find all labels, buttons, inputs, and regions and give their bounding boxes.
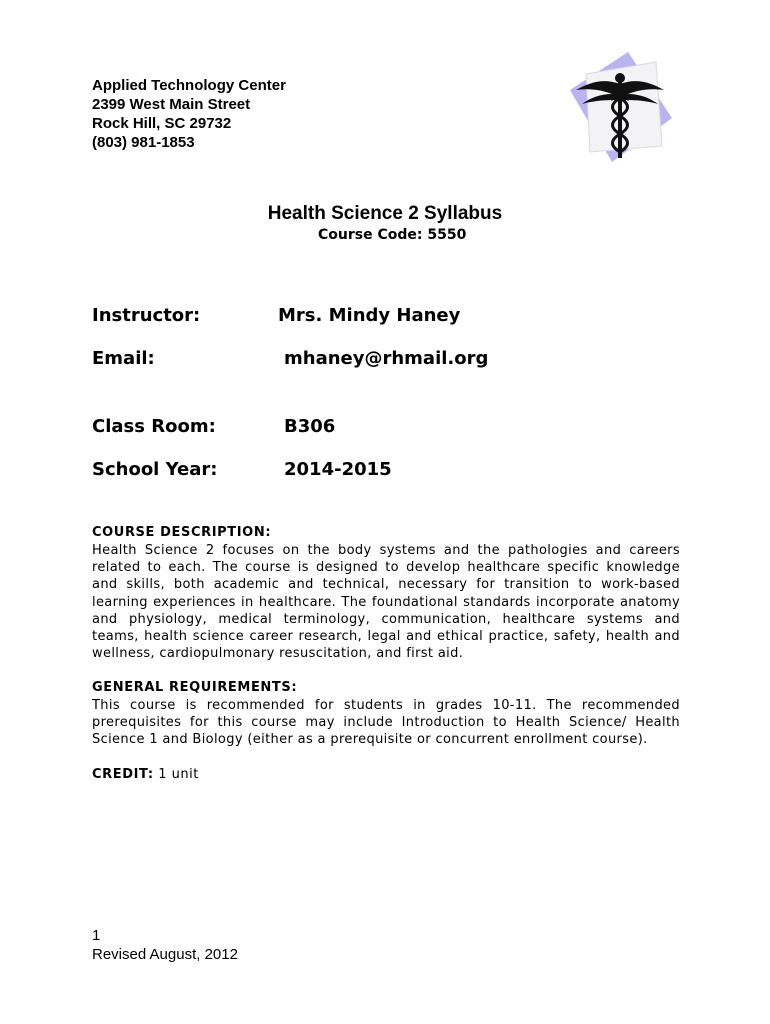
address-line-city: Rock Hill, SC 29732: [92, 115, 232, 132]
credit-line: [92, 767, 199, 782]
school-year-label: School Year:: [92, 459, 218, 480]
instructor-label: Instructor:: [92, 305, 201, 326]
revised-date: Revised August, 2012: [92, 946, 238, 963]
course-description-heading: COURSE DESCRIPTION:: [92, 525, 272, 540]
email-label: Email:: [92, 348, 155, 369]
course-code: Course Code: 5550: [318, 227, 467, 243]
address-line-street: 2399 West Main Street: [92, 96, 251, 113]
page-footer: [92, 926, 238, 964]
instructor-value: Mrs. Mindy Haney: [278, 305, 461, 326]
course-description-text: Health Science 2 focuses on the body systems and the pathologies and careers related to each. The course is designed to develop healthcare specific knowledge and skills, both academic and technical, necessary for transition to work-based learning experiences in healthcare. The foundational standards incorporate anatomy and physiology, medical terminology, communication, healthcare systems and teams, health science career research, legal and ethical practice, safety, health and wellness, cardiopulmonary resuscitation, and first aid.: [92, 543, 680, 662]
caduceus-icon: [560, 48, 680, 168]
address-line-org: Applied Technology Center: [92, 77, 286, 94]
page-number: 1: [92, 927, 101, 944]
general-requirements-text: This course is recommended for students in grades 10-11. The recommended prerequisites for this course may include Introduction to Health Science/ Health Science 1 and Biology (either as a prerequisite or concurrent enrollment course).: [92, 698, 680, 748]
classroom-value: B306: [284, 416, 336, 437]
school-year-value: 2014-2015: [284, 459, 392, 480]
credit-value: 1 unit: [158, 767, 199, 782]
email-value: mhaney@rhmail.org: [284, 348, 489, 369]
general-requirements-heading: GENERAL REQUIREMENTS:: [92, 680, 298, 695]
credit-label: CREDIT:: [92, 767, 154, 782]
page-title: Health Science 2 Syllabus: [267, 203, 503, 224]
address-block: [92, 76, 286, 152]
address-line-phone: (803) 981-1853: [92, 134, 195, 151]
classroom-label: Class Room:: [92, 416, 216, 437]
